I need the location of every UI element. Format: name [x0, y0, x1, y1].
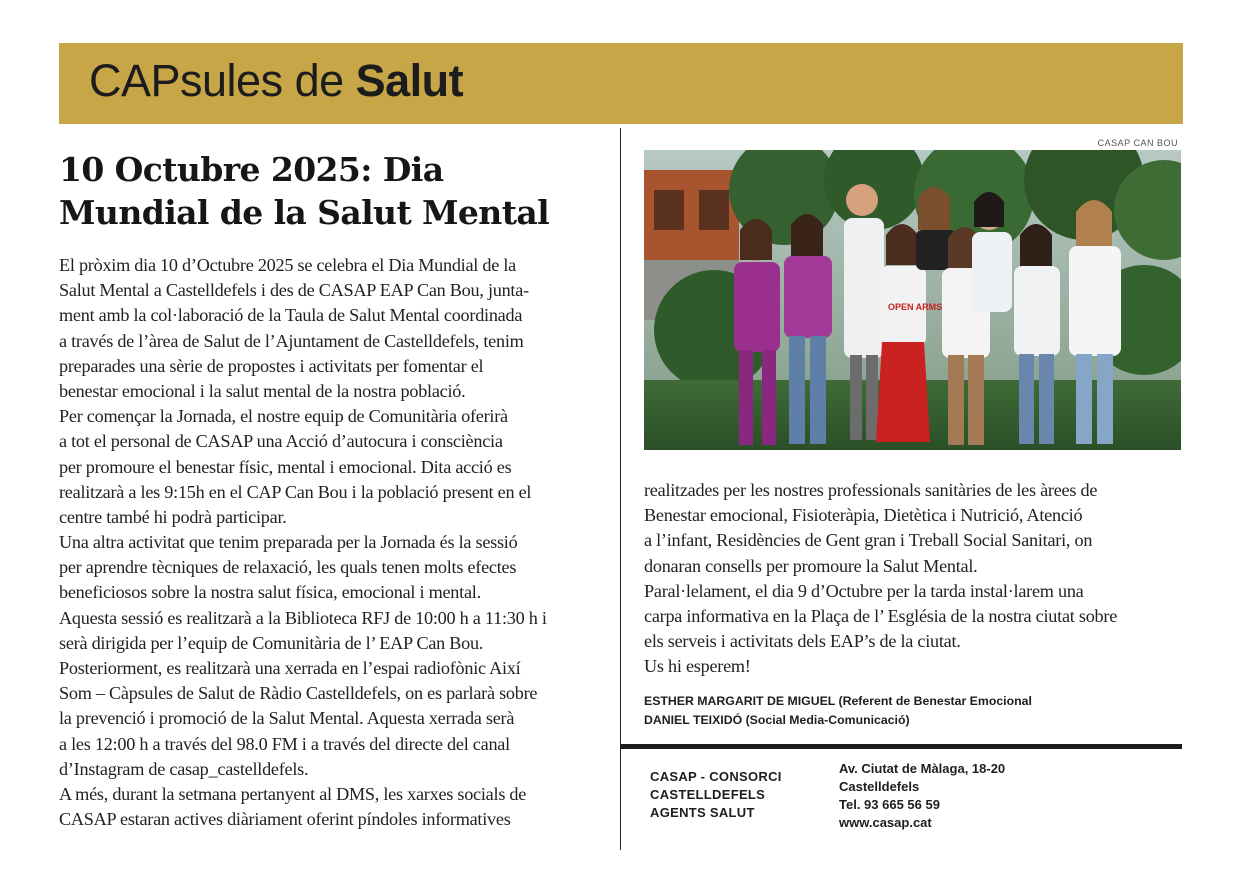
footer-address: Av. Ciutat de Màlaga, 18-20 [839, 761, 1006, 776]
signature-line-2: DANIEL TEIXIDÓ (Social Media-Comunicació) [644, 713, 910, 727]
org-line-3: AGENTS SALUT [650, 805, 755, 820]
left-body-line: El pròxim dia 10 d’Octubre 2025 se celebra el Dia Mundial de la [59, 255, 516, 275]
right-body-line: donaran consells per promoure la Salut Mental. [644, 555, 978, 576]
article-signature [644, 692, 1184, 730]
section-title [89, 53, 463, 109]
right-body-line: els serveis i activitats dels EAP’s de la ciutat. [644, 631, 961, 652]
header-banner [59, 43, 1183, 124]
headline-line-1: 10 Octubre 2025: Dia [59, 150, 444, 189]
left-body-line: Posteriorment, es realitzarà una xerrada en l’espai radiofònic Així [59, 658, 521, 678]
footer-organization [650, 768, 825, 822]
left-body-line: ment amb la col·laboració de la Taula de Salut Mental coordinada [59, 305, 523, 326]
shirt-text: OPEN ARMS [888, 302, 943, 312]
photo-credit: CASAP CAN BOU [1097, 138, 1178, 148]
left-body-line: Per començar la Jornada, el nostre equip de Comunitària oferirà [59, 406, 508, 427]
footer-phone: Tel. 93 665 56 59 [839, 797, 940, 812]
left-body-line: Aquesta sessió es realitzarà a la Biblioteca RFJ de 10:00 h a 11:30 h i [59, 607, 547, 628]
footer-contact [839, 760, 1079, 832]
left-body-line: serà dirigida per l’equip de Comunitària de l’ EAP Can Bou. [59, 632, 484, 653]
signature-line-1: ESTHER MARGARIT DE MIGUEL (Referent de Benestar Emocional [644, 694, 1032, 708]
left-body-line: Salut Mental a Castelldefels i des de CASAP EAP Can Bou, junta- [59, 280, 529, 301]
headline-block [59, 148, 599, 234]
left-body-line: A més, durant la setmana pertanyent al DMS, les xarxes socials de [59, 783, 527, 804]
org-line-1: CASAP - CONSORCI [650, 769, 782, 784]
left-body-line: la prevenció i promoció de la Salut Mental. Aquesta xerrada serà [59, 708, 515, 729]
article-headline [59, 148, 599, 234]
right-body-line: realitzades per les nostres professionals sanitàries de les àrees de [644, 480, 1098, 500]
section-title-regular: CAPsules de [89, 55, 356, 106]
headline-line-2: Mundial de la Salut Mental [59, 193, 550, 232]
left-body-line: beneficiosos sobre la nostra salut física, emocional i mental. [59, 582, 481, 603]
column-divider [620, 128, 621, 850]
footer-website[interactable]: www.casap.cat [839, 815, 932, 830]
right-body-line: Us hi esperem! [644, 656, 751, 677]
left-body-line: preparades una sèrie de propostes i activitats per fomentar el [59, 355, 484, 376]
left-body-line: per aprendre tècniques de relaxació, les quals tenen molts efectes [59, 557, 517, 578]
left-body-line: a les 12:00 h a través del 98.0 FM i a través del directe del canal [59, 733, 510, 754]
left-body-line: Som – Càpsules de Salut de Ràdio Castelldefels, on es parlarà sobre [59, 683, 538, 704]
left-body-line: benestar emocional i la salut mental de la nostra població. [59, 380, 466, 401]
org-line-2: CASTELLDEFELS [650, 787, 766, 802]
section-title-bold: Salut [355, 55, 464, 106]
left-body-line: a tot el personal de CASAP una Acció d’autocura i consciència [59, 431, 503, 452]
left-body-line: Una altra activitat que tenim preparada per la Jornada és la sessió [59, 532, 518, 553]
left-body-line: a través de l’àrea de Salut de l’Ajuntament de Castelldefels, tenim [59, 330, 524, 351]
team-photo-illustration [644, 150, 1181, 450]
left-body-line: centre també hi podrà participar. [59, 506, 287, 527]
footer-divider [620, 744, 1182, 749]
left-body-line: CASAP estaran actives diàriament oferint píndoles informatives [59, 809, 511, 830]
left-body-line: realitzarà a les 9:15h en el CAP Can Bou i la població present en el [59, 481, 532, 502]
right-body-line: carpa informativa en la Plaça de l’ Església de la nostra ciutat sobre [644, 605, 1118, 626]
team-photo [644, 150, 1181, 450]
right-body-line: Benestar emocional, Fisioteràpia, Dietètica i Nutrició, Atenció [644, 505, 1083, 526]
footer-city: Castelldefels [839, 779, 920, 794]
article-body-left [59, 253, 604, 832]
right-body-line: Paral·lelament, el dia 9 d’Octubre per la tarda instal·larem una [644, 580, 1084, 601]
right-body-line: a l’infant, Residències de Gent gran i Treball Social Sanitari, on [644, 530, 1093, 551]
left-body-line: per promoure el benestar físic, mental i emocional. Dita acció es [59, 456, 512, 477]
left-body-line: d’Instagram de casap_castelldefels. [59, 758, 309, 779]
article-body-right [644, 478, 1189, 680]
